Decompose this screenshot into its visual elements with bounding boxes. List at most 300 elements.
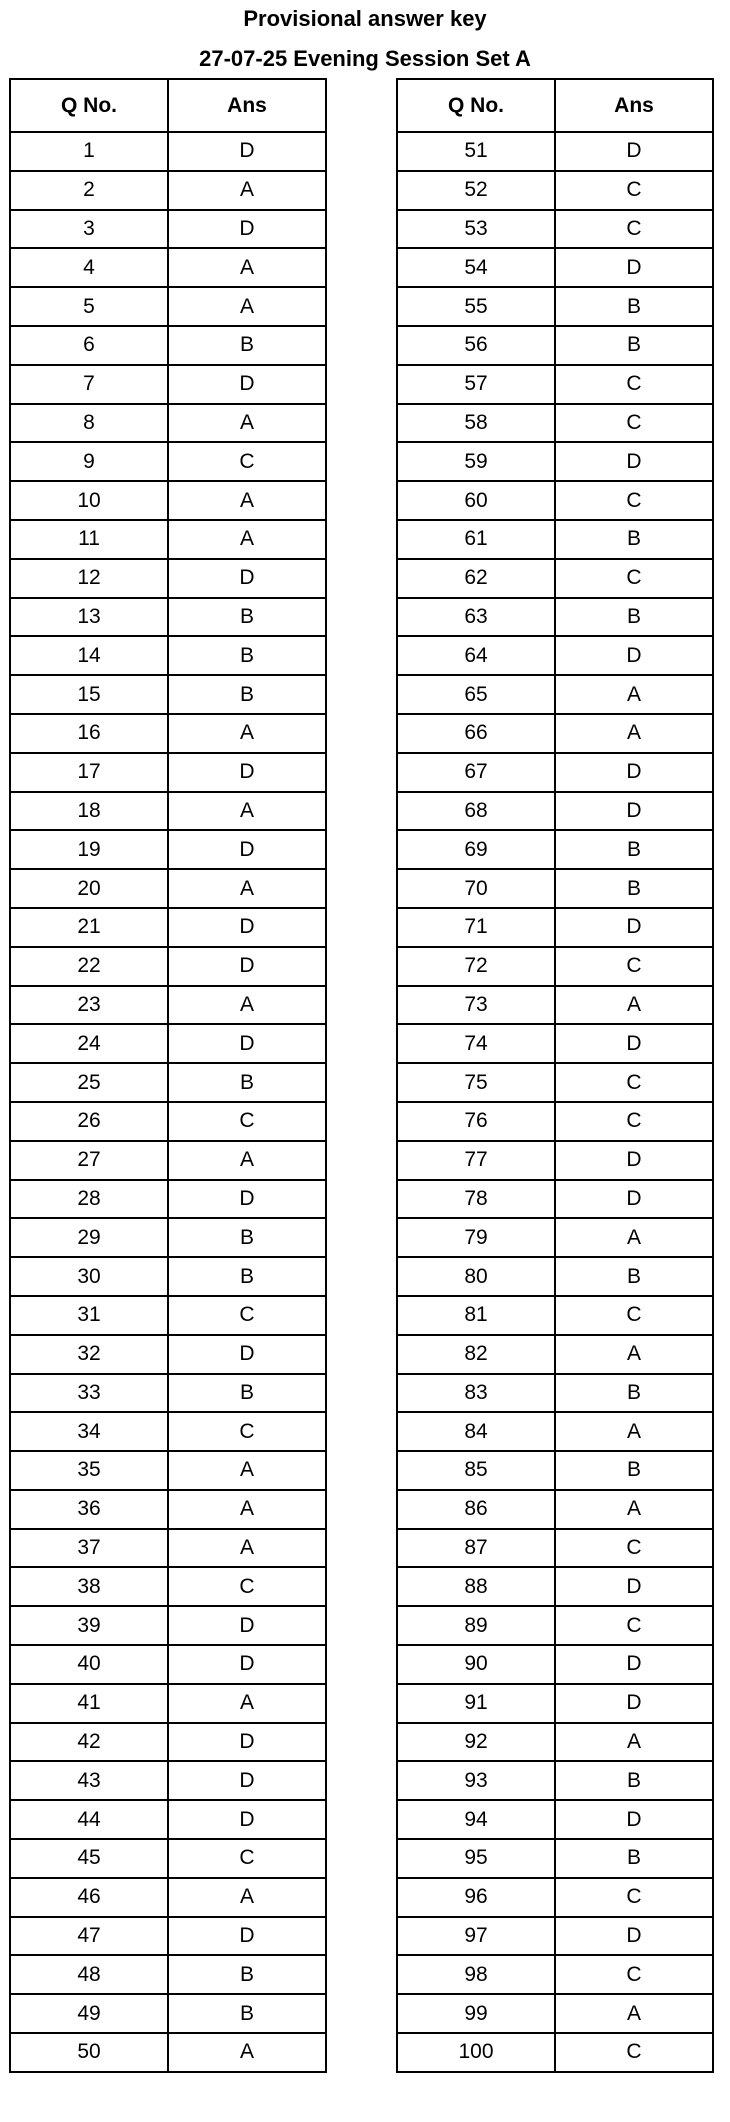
- question-number-cell: 97: [397, 1917, 555, 1956]
- answer-cell: C: [555, 1529, 713, 1568]
- table-row: [397, 1723, 713, 1762]
- answer-cell: B: [168, 326, 326, 365]
- table-row: [10, 1529, 326, 1568]
- question-number-cell: 60: [397, 481, 555, 520]
- answer-cell: B: [168, 1218, 326, 1257]
- table-row: [10, 132, 326, 171]
- question-number-cell: 9: [10, 442, 168, 481]
- table-row: [397, 248, 713, 287]
- answer-cell: D: [555, 442, 713, 481]
- question-number-cell: 30: [10, 1257, 168, 1296]
- table-row: [397, 210, 713, 249]
- answer-cell: A: [168, 2033, 326, 2072]
- answer-cell: C: [555, 1063, 713, 1102]
- answer-cell: B: [555, 1761, 713, 1800]
- table-row: [10, 714, 326, 753]
- answer-cell: D: [555, 908, 713, 947]
- question-number-cell: 63: [397, 598, 555, 637]
- answer-cell: A: [555, 1490, 713, 1529]
- answer-cell: A: [168, 520, 326, 559]
- question-number-cell: 69: [397, 830, 555, 869]
- table-row: [10, 1180, 326, 1219]
- table-row: [10, 636, 326, 675]
- answer-cell: B: [168, 1374, 326, 1413]
- answer-cell: D: [168, 1800, 326, 1839]
- question-number-cell: 45: [10, 1839, 168, 1878]
- answer-cell: D: [168, 210, 326, 249]
- table-row: [10, 1839, 326, 1878]
- question-number-cell: 39: [10, 1606, 168, 1645]
- table-row: [397, 986, 713, 1025]
- table-row: [397, 869, 713, 908]
- question-number-cell: 24: [10, 1024, 168, 1063]
- table-row: [10, 1800, 326, 1839]
- table-row: [397, 1839, 713, 1878]
- table-row: [10, 1024, 326, 1063]
- table-row: [10, 1606, 326, 1645]
- table-row: [397, 1374, 713, 1413]
- table-row: [10, 559, 326, 598]
- page-title: Provisional answer key: [243, 6, 487, 31]
- question-number-cell: 77: [397, 1141, 555, 1180]
- table-row: [397, 171, 713, 210]
- answer-cell: D: [168, 559, 326, 598]
- question-number-cell: 1: [10, 132, 168, 171]
- question-number-cell: 86: [397, 1490, 555, 1529]
- question-number-cell: 46: [10, 1878, 168, 1917]
- table-row: [397, 792, 713, 831]
- table-row: [397, 1412, 713, 1451]
- answer-table-left: [9, 78, 327, 2073]
- answer-cell: D: [555, 753, 713, 792]
- answer-cell: D: [555, 1180, 713, 1219]
- answer-cell: C: [555, 210, 713, 249]
- question-number-cell: 35: [10, 1451, 168, 1490]
- question-number-cell: 73: [397, 986, 555, 1025]
- answer-cell: D: [168, 753, 326, 792]
- question-number-cell: 58: [397, 404, 555, 443]
- question-number-cell: 90: [397, 1645, 555, 1684]
- answer-cell: B: [168, 1063, 326, 1102]
- question-number-cell: 14: [10, 636, 168, 675]
- table-row: [397, 1024, 713, 1063]
- answer-cell: D: [168, 1761, 326, 1800]
- table-row: [10, 753, 326, 792]
- question-number-cell: 89: [397, 1606, 555, 1645]
- table-header-row: [10, 79, 326, 132]
- answer-cell: D: [168, 1335, 326, 1374]
- question-number-cell: 54: [397, 248, 555, 287]
- table-row: [10, 520, 326, 559]
- question-number-cell: 34: [10, 1412, 168, 1451]
- table-row: [10, 1723, 326, 1762]
- question-number-cell: 74: [397, 1024, 555, 1063]
- question-number-cell: 96: [397, 1878, 555, 1917]
- question-number-cell: 67: [397, 753, 555, 792]
- table-row: [397, 365, 713, 404]
- table-row: [10, 1296, 326, 1335]
- question-number-cell: 4: [10, 248, 168, 287]
- answer-cell: A: [555, 1994, 713, 2033]
- answer-cell: C: [555, 559, 713, 598]
- answer-cell: B: [168, 675, 326, 714]
- table-row: [10, 986, 326, 1025]
- answer-cell: B: [555, 1451, 713, 1490]
- table-row: [397, 132, 713, 171]
- answer-cell: B: [555, 1374, 713, 1413]
- question-number-cell: 32: [10, 1335, 168, 1374]
- table-row: [10, 1374, 326, 1413]
- answer-cell: D: [555, 132, 713, 171]
- question-number-cell: 48: [10, 1955, 168, 1994]
- answer-cell: A: [555, 1335, 713, 1374]
- question-number-cell: 29: [10, 1218, 168, 1257]
- question-number-cell: 68: [397, 792, 555, 831]
- question-number-cell: 40: [10, 1645, 168, 1684]
- header-ans: Ans: [555, 79, 713, 132]
- answer-cell: D: [555, 636, 713, 675]
- question-number-cell: 44: [10, 1800, 168, 1839]
- table-row: [397, 1063, 713, 1102]
- table-row: [10, 947, 326, 986]
- table-body-right: [397, 132, 713, 2072]
- answer-cell: B: [168, 1994, 326, 2033]
- answer-cell: B: [168, 1257, 326, 1296]
- question-number-cell: 10: [10, 481, 168, 520]
- answer-cell: D: [555, 1024, 713, 1063]
- question-number-cell: 12: [10, 559, 168, 598]
- table-row: [397, 326, 713, 365]
- question-number-cell: 3: [10, 210, 168, 249]
- table-row: [397, 404, 713, 443]
- answer-cell: D: [168, 1645, 326, 1684]
- question-number-cell: 20: [10, 869, 168, 908]
- answer-cell: A: [168, 171, 326, 210]
- question-number-cell: 78: [397, 1180, 555, 1219]
- question-number-cell: 43: [10, 1761, 168, 1800]
- question-number-cell: 88: [397, 1567, 555, 1606]
- table-row: [397, 1451, 713, 1490]
- table-row: [397, 1800, 713, 1839]
- table-row: [397, 753, 713, 792]
- table-row: [10, 830, 326, 869]
- table-row: [397, 1218, 713, 1257]
- answer-cell: C: [168, 1412, 326, 1451]
- answer-cell: A: [555, 714, 713, 753]
- answer-cell: A: [168, 1529, 326, 1568]
- question-number-cell: 82: [397, 1335, 555, 1374]
- table-row: [397, 1296, 713, 1335]
- table-row: [10, 1218, 326, 1257]
- question-number-cell: 50: [10, 2033, 168, 2072]
- table-row: [10, 1412, 326, 1451]
- table-row: [10, 481, 326, 520]
- table-row: [10, 1684, 326, 1723]
- answer-cell: B: [555, 869, 713, 908]
- answer-cell: B: [555, 1839, 713, 1878]
- question-number-cell: 51: [397, 132, 555, 171]
- answer-cell: A: [168, 287, 326, 326]
- answer-cell: C: [555, 2033, 713, 2072]
- answer-cell: C: [555, 481, 713, 520]
- answer-cell: C: [168, 1296, 326, 1335]
- question-number-cell: 72: [397, 947, 555, 986]
- question-number-cell: 17: [10, 753, 168, 792]
- table-row: [10, 1917, 326, 1956]
- answer-cell: B: [555, 1257, 713, 1296]
- answer-cell: A: [168, 1684, 326, 1723]
- answer-cell: C: [555, 1955, 713, 1994]
- table-row: [10, 792, 326, 831]
- table-row: [10, 1878, 326, 1917]
- question-number-cell: 18: [10, 792, 168, 831]
- table-row: [397, 636, 713, 675]
- question-number-cell: 19: [10, 830, 168, 869]
- answer-cell: A: [168, 986, 326, 1025]
- table-row: [397, 1645, 713, 1684]
- question-number-cell: 7: [10, 365, 168, 404]
- question-number-cell: 95: [397, 1839, 555, 1878]
- table-row: [10, 1761, 326, 1800]
- header-qno: Q No.: [397, 79, 555, 132]
- answer-cell: A: [555, 1723, 713, 1762]
- question-number-cell: 65: [397, 675, 555, 714]
- question-number-cell: 66: [397, 714, 555, 753]
- answer-cell: D: [555, 1917, 713, 1956]
- table-row: [397, 1606, 713, 1645]
- question-number-cell: 76: [397, 1102, 555, 1141]
- table-row: [397, 520, 713, 559]
- answer-cell: A: [168, 1451, 326, 1490]
- answer-cell: A: [168, 248, 326, 287]
- answer-cell: A: [168, 481, 326, 520]
- table-row: [10, 1102, 326, 1141]
- table-row: [10, 1335, 326, 1374]
- answer-cell: C: [555, 1102, 713, 1141]
- table-row: [10, 869, 326, 908]
- answer-table-right: [396, 78, 714, 2073]
- page-subtitle: 27-07-25 Evening Session Set A: [199, 46, 531, 71]
- question-number-cell: 33: [10, 1374, 168, 1413]
- table-row: [10, 1645, 326, 1684]
- question-number-cell: 80: [397, 1257, 555, 1296]
- question-number-cell: 64: [397, 636, 555, 675]
- question-number-cell: 75: [397, 1063, 555, 1102]
- question-number-cell: 61: [397, 520, 555, 559]
- question-number-cell: 5: [10, 287, 168, 326]
- question-number-cell: 59: [397, 442, 555, 481]
- question-number-cell: 56: [397, 326, 555, 365]
- answer-cell: A: [168, 1878, 326, 1917]
- table-row: [397, 1567, 713, 1606]
- question-number-cell: 2: [10, 171, 168, 210]
- answer-cell: A: [168, 869, 326, 908]
- table-row: [10, 1141, 326, 1180]
- table-row: [10, 248, 326, 287]
- answer-cell: A: [555, 1412, 713, 1451]
- answer-cell: D: [555, 1645, 713, 1684]
- answer-cell: C: [555, 1296, 713, 1335]
- answer-cell: D: [168, 947, 326, 986]
- answer-cell: A: [168, 792, 326, 831]
- answer-cell: C: [555, 1878, 713, 1917]
- answer-cell: C: [555, 171, 713, 210]
- table-row: [397, 830, 713, 869]
- table-row: [397, 1180, 713, 1219]
- table-row: [10, 287, 326, 326]
- question-number-cell: 98: [397, 1955, 555, 1994]
- question-number-cell: 100: [397, 2033, 555, 2072]
- answer-cell: B: [555, 598, 713, 637]
- question-number-cell: 99: [397, 1994, 555, 2033]
- table-row: [10, 1955, 326, 1994]
- table-row: [397, 442, 713, 481]
- question-number-cell: 23: [10, 986, 168, 1025]
- question-number-cell: 81: [397, 1296, 555, 1335]
- table-row: [397, 1878, 713, 1917]
- answer-cell: B: [555, 287, 713, 326]
- answer-cell: C: [555, 365, 713, 404]
- answer-cell: D: [168, 830, 326, 869]
- question-number-cell: 84: [397, 1412, 555, 1451]
- table-row: [10, 326, 326, 365]
- question-number-cell: 16: [10, 714, 168, 753]
- answer-cell: C: [555, 947, 713, 986]
- answer-cell: C: [168, 1102, 326, 1141]
- table-row: [397, 947, 713, 986]
- table-row: [10, 598, 326, 637]
- question-number-cell: 83: [397, 1374, 555, 1413]
- table-row: [10, 1257, 326, 1296]
- question-number-cell: 41: [10, 1684, 168, 1723]
- table-row: [397, 1257, 713, 1296]
- answer-cell: D: [555, 792, 713, 831]
- question-number-cell: 49: [10, 1994, 168, 2033]
- answer-cell: D: [168, 1606, 326, 1645]
- question-number-cell: 79: [397, 1218, 555, 1257]
- table-row: [397, 1529, 713, 1568]
- table-row: [397, 1955, 713, 1994]
- table-row: [10, 1490, 326, 1529]
- table-row: [10, 210, 326, 249]
- question-number-cell: 94: [397, 1800, 555, 1839]
- question-number-cell: 52: [397, 171, 555, 210]
- question-number-cell: 62: [397, 559, 555, 598]
- question-number-cell: 31: [10, 1296, 168, 1335]
- answer-cell: A: [555, 986, 713, 1025]
- answer-cell: C: [168, 1567, 326, 1606]
- answer-cell: B: [168, 636, 326, 675]
- question-number-cell: 87: [397, 1529, 555, 1568]
- question-number-cell: 21: [10, 908, 168, 947]
- question-number-cell: 47: [10, 1917, 168, 1956]
- table-row: [10, 675, 326, 714]
- answer-cell: D: [555, 1800, 713, 1839]
- answer-cell: D: [555, 1567, 713, 1606]
- answer-cell: C: [168, 442, 326, 481]
- answer-cell: D: [168, 1917, 326, 1956]
- header-ans: Ans: [168, 79, 326, 132]
- answer-cell: D: [168, 365, 326, 404]
- question-number-cell: 8: [10, 404, 168, 443]
- table-row: [10, 1451, 326, 1490]
- question-number-cell: 38: [10, 1567, 168, 1606]
- answer-cell: A: [555, 1218, 713, 1257]
- question-number-cell: 27: [10, 1141, 168, 1180]
- answer-cell: A: [168, 404, 326, 443]
- answer-cell: B: [555, 520, 713, 559]
- answer-cell: A: [168, 1141, 326, 1180]
- question-number-cell: 25: [10, 1063, 168, 1102]
- question-number-cell: 6: [10, 326, 168, 365]
- table-header-row: [397, 79, 713, 132]
- answer-cell: C: [555, 1606, 713, 1645]
- table-row: [397, 2033, 713, 2072]
- table-row: [397, 1102, 713, 1141]
- question-number-cell: 22: [10, 947, 168, 986]
- table-row: [10, 365, 326, 404]
- table-row: [397, 1335, 713, 1374]
- table-row: [10, 2033, 326, 2072]
- answer-cell: D: [168, 908, 326, 947]
- question-number-cell: 42: [10, 1723, 168, 1762]
- answer-cell: B: [168, 1955, 326, 1994]
- question-number-cell: 70: [397, 869, 555, 908]
- question-number-cell: 57: [397, 365, 555, 404]
- answer-cell: D: [168, 1180, 326, 1219]
- table-row: [397, 1994, 713, 2033]
- question-number-cell: 15: [10, 675, 168, 714]
- header-qno: Q No.: [10, 79, 168, 132]
- question-number-cell: 92: [397, 1723, 555, 1762]
- table-row: [397, 481, 713, 520]
- question-number-cell: 28: [10, 1180, 168, 1219]
- table-row: [397, 1761, 713, 1800]
- answer-cell: D: [555, 1684, 713, 1723]
- question-number-cell: 91: [397, 1684, 555, 1723]
- answer-cell: D: [168, 1024, 326, 1063]
- question-number-cell: 85: [397, 1451, 555, 1490]
- question-number-cell: 11: [10, 520, 168, 559]
- table-body-left: [10, 132, 326, 2072]
- question-number-cell: 71: [397, 908, 555, 947]
- question-number-cell: 36: [10, 1490, 168, 1529]
- answer-cell: A: [168, 714, 326, 753]
- answer-cell: D: [555, 248, 713, 287]
- answer-cell: A: [555, 675, 713, 714]
- table-row: [397, 1490, 713, 1529]
- answer-cell: D: [168, 1723, 326, 1762]
- table-row: [397, 559, 713, 598]
- answer-cell: D: [555, 1141, 713, 1180]
- table-row: [10, 908, 326, 947]
- question-number-cell: 13: [10, 598, 168, 637]
- table-row: [397, 714, 713, 753]
- table-row: [397, 675, 713, 714]
- table-row: [10, 1567, 326, 1606]
- answer-cell: B: [168, 598, 326, 637]
- answer-cell: B: [555, 326, 713, 365]
- answer-cell: C: [168, 1839, 326, 1878]
- table-row: [10, 404, 326, 443]
- table-row: [10, 1994, 326, 2033]
- answer-cell: D: [168, 132, 326, 171]
- table-row: [10, 171, 326, 210]
- question-number-cell: 37: [10, 1529, 168, 1568]
- answer-cell: B: [555, 830, 713, 869]
- question-number-cell: 55: [397, 287, 555, 326]
- answer-cell: A: [168, 1490, 326, 1529]
